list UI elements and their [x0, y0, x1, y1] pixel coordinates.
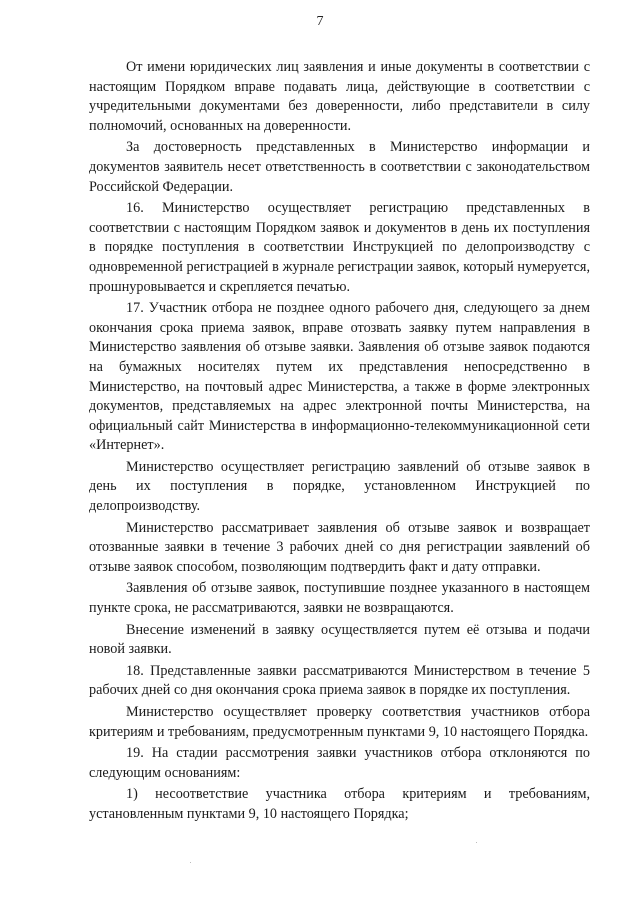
paragraph-legal-entities: От имени юридических лиц заявления и иные документы в соответствии с настоящим Порядком вправе подавать лица, действующие в соответствии с учредительными документами без доверенности, либо представители в силу полномочий, основанных на доверенности. — [89, 59, 590, 134]
page-number: 7 — [316, 14, 324, 29]
paragraph-amendments: Внесение изменений в заявку осуществляется путем её отзыва и подачи новой заявки. — [89, 621, 590, 658]
paragraph-eligibility-check: Министерство осуществляет проверку соответствия участников отбора критериям и требованиям, предусмотренным пунктами 9, 10 настоящего Порядка. — [89, 704, 590, 740]
paragraph-19-rejection: 19. На стадии рассмотрения заявки участников отбора отклоняются по следующим основаниям: — [89, 745, 590, 781]
paragraph-withdrawal-registration: Министерство осуществляет регистрацию заявлений об отзыве заявок в день их поступления в порядке, установленном Инструкцией по делопроизводству. — [89, 458, 590, 515]
paragraph-16-registration: 16. Министерство осуществляет регистрацию представленных в соответствии с настоящим Порядком заявок и документов в день их поступления в порядке поступления в соответствии Инструкцией по делопроизводству с одновременной регистрацией в журнале регистрации заявок, который нумеруется, прошнуровывается и скрепляется печатью. — [89, 200, 590, 295]
scan-speck — [190, 862, 191, 863]
scan-speck — [476, 842, 477, 843]
paragraph-rejection-reason-1: 1) несоответствие участника отбора критериям и требованиям, установленным пунктами 9, 10 настоящего Порядка; — [89, 786, 590, 822]
paragraph-withdrawal-review: Министерство рассматривает заявления об отзыве заявок и возвращает отозванные заявки в течение 3 рабочих дней со дня регистрации заявлений об отзыве заявок способом, позволяющим подтвердить факт и дату отправки. — [89, 519, 590, 575]
document-body — [89, 58, 590, 825]
paragraph-late-withdrawal: Заявления об отзыве заявок, поступившие позднее указанного в настоящем пункте срока, не рассматриваются, заявки не возвращаются. — [89, 580, 590, 617]
paragraph-responsibility: За достоверность представленных в Министерство информации и документов заявитель несет ответственность в соответствии с законодательством Российской Федерации. — [89, 139, 590, 195]
paragraph-18-review: 18. Представленные заявки рассматриваются Министерством в течение 5 рабочих дней со дня окончания срока приема заявок в порядке их поступления. — [89, 662, 590, 699]
paragraph-17-withdrawal: 17. Участник отбора не позднее одного рабочего дня, следующего за днем окончания срока приема заявок, вправе отозвать заявку путем направления в Министерство заявления об отзыве заявки. Заявления об отзыве заявок подаются на бумажных носителях путем их представления непосредственно в Министерство, на почтовый адрес Министерства, а также в форме электронных документов, представляемых на адрес электронной почты Министерства, на официальный сайт Министерства в информационно-телекоммуникационной сети «Интернет». — [89, 300, 590, 454]
